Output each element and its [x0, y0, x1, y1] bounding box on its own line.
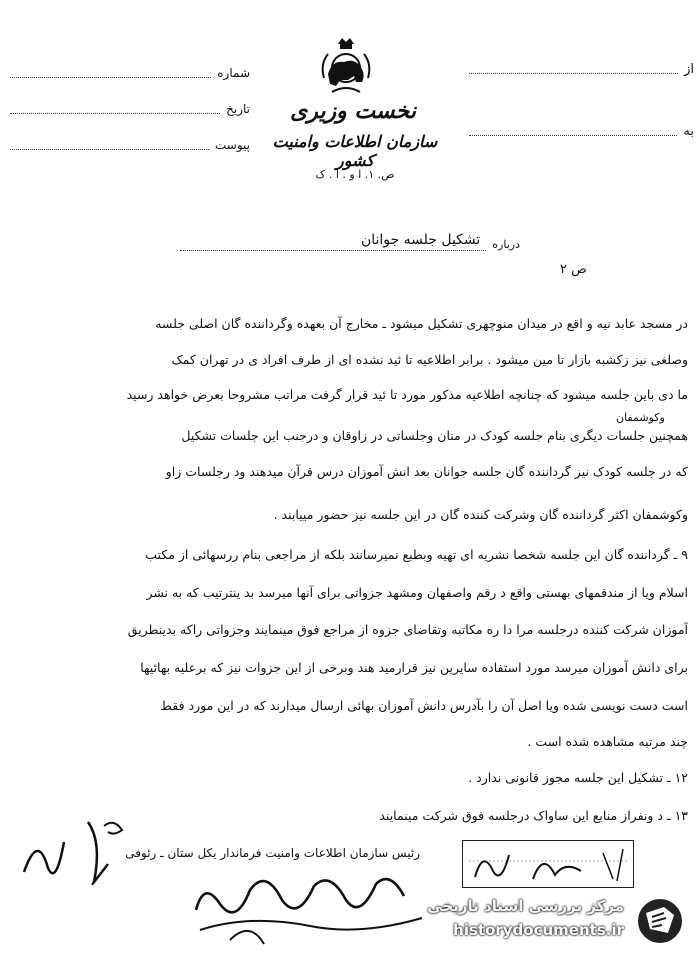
subject-value: تشکیل جلسه جوانان: [180, 232, 486, 251]
interline-note: وکوشمفان: [616, 411, 665, 424]
page-marker: ص ۲: [560, 262, 587, 277]
date-field: [10, 102, 250, 116]
date-label: تاریخ: [226, 102, 250, 116]
attachment-label: پیوست: [215, 138, 250, 152]
number-field: [10, 66, 250, 80]
to-dots: [469, 135, 677, 136]
body-line: ۱۳ ـ د ونفراز منابع این ساواک درجلسه فوق شرکت مینمایند: [379, 808, 688, 823]
from-label: از: [684, 62, 694, 77]
body-line: ۱۲ ـ تشکیل این جلسه مجوز قانونی ندارد .: [468, 770, 688, 785]
lion-and-sun-emblem-icon: [318, 34, 374, 98]
attachment-dots: [10, 149, 209, 150]
body-line: برای دانش آموزان میرسد مورد استفاده سایرین نیز قرارمید هند وبرخی از این جزوات نیز که برعلیه بهائیها: [140, 660, 688, 675]
from-field: [469, 62, 694, 77]
ministry-title: نخست وزیری: [290, 98, 416, 124]
registry-stamp: [462, 840, 634, 888]
body-line: آموزان شرکت کننده درجلسه مرا دا ره مکاتبه وتقاضای جزوه از مراجع فوق مینمایند وجزواتی راکه بدینطریق: [127, 622, 688, 637]
number-dots: [10, 77, 211, 78]
subject-field: [180, 232, 520, 251]
number-label: شماره: [217, 66, 250, 80]
subject-label: درباره: [492, 238, 520, 251]
body-line: همچنین جلسات دیگری بنام جلسه کودک در منان وجلساتی در زاوقان و درجنب این جلسات تشکیل: [181, 428, 688, 443]
body-line: اسلام ویا از مندقمهای بهستی واقع د رقم واصفهان ومشهد جزواتی برای آنها میرسد بد ینترتیب که به نشر: [146, 585, 688, 600]
stamp-handwriting-icon: [463, 841, 633, 887]
handwritten-initials-icon: [18, 812, 128, 892]
archive-logo-icon: [634, 895, 686, 947]
department-code: ص. ۱. ا و . ا . ک: [315, 168, 395, 181]
body-line: چند مرتبه مشاهده شده است .: [527, 734, 688, 749]
from-dots: [469, 73, 678, 74]
body-line: وکوشمفان اکثر گرداننده گان وشرکت کننده گان در این جلسه نیز حضور مییابند .: [273, 507, 688, 522]
body-line: ۹ ـ گرداننده گان این جلسه شخصا نشریه ای تهیه وبطبع نمیرسانند بلکه از مراجعی بنام ررسهائی از مکتب: [145, 547, 688, 562]
archive-watermark: [420, 895, 700, 955]
to-field: [469, 124, 694, 139]
body-line: وصلغی نیز زکشبه بازار تا مین میشود . برابر اطلاعیه تا ئید نشده ای از طرف افراد ی در تهران کمک: [171, 352, 688, 367]
signature-caption: رئیس سازمان اطلاعات وامنیت فرماندار یکل ستان ـ رئوفی: [125, 846, 420, 860]
body-line: در مسجد عابد نیه و اقع در میدان منوچهری تشکیل میشود ـ مخارج آن بعهده وگرداننده گان اصلی جلسه: [155, 316, 688, 331]
organization-name: سازمان اطلاعات وامنیت کشور: [272, 132, 438, 170]
watermark-fa: مرکز بررسی اسناد تاریخی: [427, 897, 624, 915]
to-label: به: [683, 124, 694, 139]
body-line: است دست نویسی شده ویا اصل آن را بآدرس دانش آموزان بهائی ارسال میدارند که در این مورد فقط: [160, 698, 688, 713]
body-line: ما دی باین جلسه میشود که چنانچه اطلاعیه مذکور مورد تا ئید قرار گرفت مراتب مشروحا بعرض خواهد رسید: [126, 387, 688, 402]
attachment-field: [10, 138, 250, 152]
date-dots: [10, 113, 220, 114]
handwritten-signature-icon: [190, 860, 430, 950]
body-line: که در جلسه کودک نیز گرداننده گان جلسه جوانان بعد انش آموزان درس قرآن میدهند ود رجلسات زاو: [165, 464, 688, 479]
watermark-en: historydocuments.ir: [453, 921, 624, 939]
